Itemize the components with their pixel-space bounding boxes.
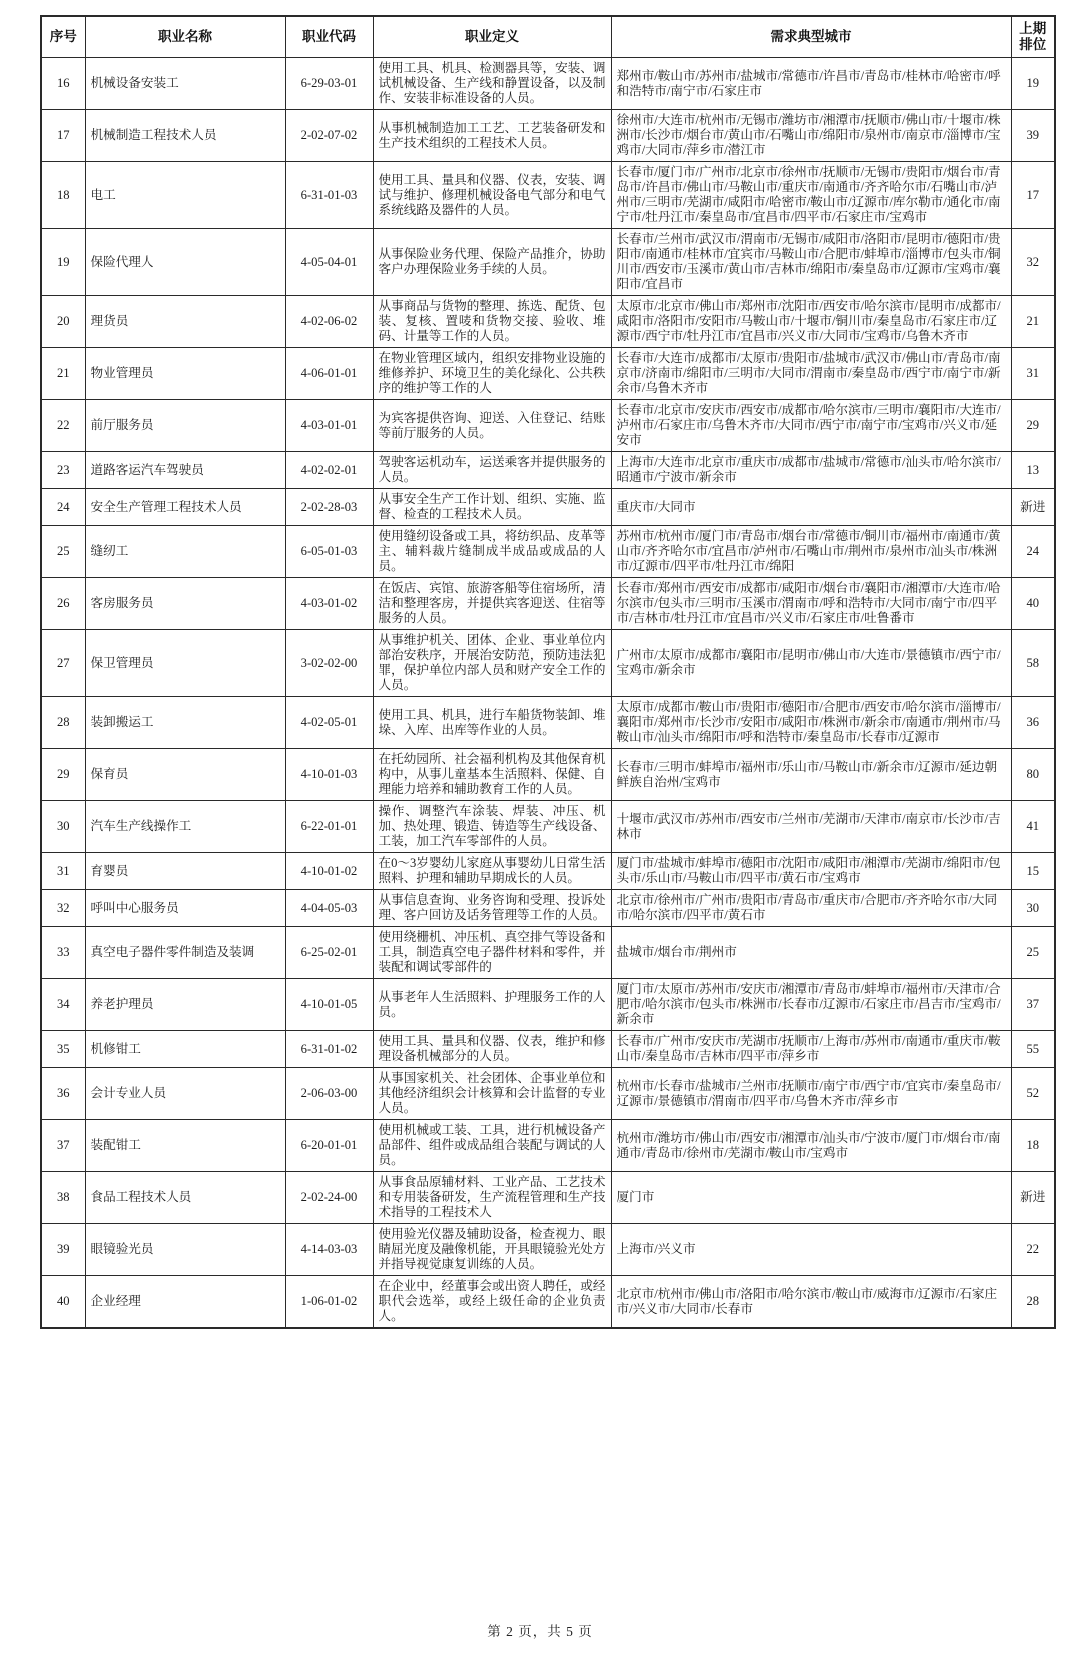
column-header-occupation-name: 职业名称: [85, 16, 285, 58]
previous-rank-cell: 80: [1011, 749, 1055, 801]
occupation-name-cell: 食品工程技术人员: [85, 1172, 285, 1224]
row-number-cell: 23: [41, 452, 85, 489]
row-number-cell: 22: [41, 400, 85, 452]
row-number-cell: 21: [41, 348, 85, 400]
occupation-code-cell: 2-02-28-03: [285, 489, 373, 526]
demand-cities-cell: 北京市/杭州市/佛山市/洛阳市/哈尔滨市/鞍山市/威海市/辽源市/石家庄市/兴义市/大同市/长春市: [611, 1276, 1011, 1329]
demand-cities-cell: 郑州市/鞍山市/苏州市/盐城市/常德市/许昌市/青岛市/桂林市/哈密市/呼和浩特市/南宁市/石家庄市: [611, 58, 1011, 110]
occupation-name-cell: 缝纫工: [85, 526, 285, 578]
demand-cities-cell: 苏州市/杭州市/厦门市/青岛市/烟台市/常德市/铜川市/福州市/南通市/黄山市/齐齐哈尔市/宜昌市/泸州市/石嘴山市/荆州市/泉州市/汕头市/株洲市/辽源市/四平市/牡丹江市/绵阳: [611, 526, 1011, 578]
row-number-cell: 38: [41, 1172, 85, 1224]
previous-rank-cell: 15: [1011, 853, 1055, 890]
occupation-code-cell: 6-25-02-01: [285, 927, 373, 979]
occupation-code-cell: 6-29-03-01: [285, 58, 373, 110]
occupation-definition-cell: 使用工具、机具、检测器具等，安装、调试机械设备、生产线和静置设备，以及制作、安装非标准设备的人员。: [373, 58, 611, 110]
row-number-cell: 27: [41, 630, 85, 697]
occupation-name-cell: 物业管理员: [85, 348, 285, 400]
occupation-name-cell: 前厅服务员: [85, 400, 285, 452]
occupation-name-cell: 客房服务员: [85, 578, 285, 630]
table-row: [41, 853, 1055, 890]
column-header-previous-rank: 上期排位: [1011, 16, 1055, 58]
demand-cities-cell: 北京市/徐州市/广州市/贵阳市/青岛市/重庆市/合肥市/齐齐哈尔市/大同市/哈尔滨市/四平市/黄石市: [611, 890, 1011, 927]
row-number-cell: 33: [41, 927, 85, 979]
demand-cities-cell: 厦门市: [611, 1172, 1011, 1224]
occupation-name-cell: 汽车生产线操作工: [85, 801, 285, 853]
table-row: [41, 927, 1055, 979]
previous-rank-cell: 19: [1011, 58, 1055, 110]
occupation-code-cell: 4-10-01-03: [285, 749, 373, 801]
previous-rank-cell: 17: [1011, 162, 1055, 229]
demand-cities-cell: 上海市/大连市/北京市/重庆市/成都市/盐城市/常德市/汕头市/哈尔滨市/昭通市/宁波市/新余市: [611, 452, 1011, 489]
occupation-code-cell: 4-03-01-02: [285, 578, 373, 630]
row-number-cell: 19: [41, 229, 85, 296]
previous-rank-cell: 40: [1011, 578, 1055, 630]
row-number-cell: 36: [41, 1068, 85, 1120]
column-header-no: 序号: [41, 16, 85, 58]
occupation-name-cell: 装配钳工: [85, 1120, 285, 1172]
previous-rank-cell: 31: [1011, 348, 1055, 400]
demand-cities-cell: 长春市/郑州市/西安市/成都市/咸阳市/烟台市/襄阳市/湘潭市/大连市/哈尔滨市/包头市/三明市/玉溪市/渭南市/呼和浩特市/大同市/南宁市/四平市/吉林市/牡丹江市/宜昌市/兴义市/石家庄市/吐鲁番市: [611, 578, 1011, 630]
row-number-cell: 28: [41, 697, 85, 749]
occupation-code-cell: 2-06-03-00: [285, 1068, 373, 1120]
table-row: [41, 697, 1055, 749]
demand-cities-cell: 十堰市/武汉市/苏州市/西安市/兰州市/芜湖市/天津市/南京市/长沙市/吉林市: [611, 801, 1011, 853]
occupation-name-cell: 理货员: [85, 296, 285, 348]
occupation-code-cell: 4-10-01-02: [285, 853, 373, 890]
row-number-cell: 30: [41, 801, 85, 853]
column-header-demand-cities: 需求典型城市: [611, 16, 1011, 58]
row-number-cell: 29: [41, 749, 85, 801]
occupation-name-cell: 呼叫中心服务员: [85, 890, 285, 927]
occupation-definition-cell: 使用绕栅机、冲压机、真空排气等设备和工具，制造真空电子器件材料和零件，并装配和调试零部件的: [373, 927, 611, 979]
row-number-cell: 39: [41, 1224, 85, 1276]
row-number-cell: 40: [41, 1276, 85, 1329]
previous-rank-cell: 30: [1011, 890, 1055, 927]
column-header-occupation-code: 职业代码: [285, 16, 373, 58]
occupation-code-cell: 4-10-01-05: [285, 979, 373, 1031]
occupation-ranking-table: [40, 15, 1056, 1329]
previous-rank-cell: 29: [1011, 400, 1055, 452]
occupation-definition-cell: 在0～3岁婴幼儿家庭从事婴幼儿日常生活照料、护理和辅助早期成长的人员。: [373, 853, 611, 890]
occupation-code-cell: 4-02-06-02: [285, 296, 373, 348]
row-number-cell: 20: [41, 296, 85, 348]
table-row: [41, 979, 1055, 1031]
table-row: [41, 1276, 1055, 1329]
demand-cities-cell: 徐州市/大连市/杭州市/无锡市/潍坊市/湘潭市/抚顺市/佛山市/十堰市/株洲市/长沙市/烟台市/黄山市/石嘴山市/绵阳市/泉州市/南京市/淄博市/宝鸡市/大同市/萍乡市/潜江市: [611, 110, 1011, 162]
occupation-definition-cell: 从事国家机关、社会团体、企事业单位和其他经济组织会计核算和会计监督的专业人员。: [373, 1068, 611, 1120]
occupation-name-cell: 眼镜验光员: [85, 1224, 285, 1276]
occupation-name-cell: 电工: [85, 162, 285, 229]
demand-cities-cell: 长春市/广州市/安庆市/芜湖市/抚顺市/上海市/苏州市/南通市/重庆市/鞍山市/秦皇岛市/吉林市/四平市/萍乡市: [611, 1031, 1011, 1068]
row-number-cell: 17: [41, 110, 85, 162]
previous-rank-cell: 52: [1011, 1068, 1055, 1120]
occupation-code-cell: 6-31-01-02: [285, 1031, 373, 1068]
occupation-code-cell: 4-02-05-01: [285, 697, 373, 749]
table-row: [41, 296, 1055, 348]
demand-cities-cell: 广州市/太原市/成都市/襄阳市/昆明市/佛山市/大连市/景德镇市/西宁市/宝鸡市/新余市: [611, 630, 1011, 697]
row-number-cell: 16: [41, 58, 85, 110]
occupation-code-cell: 4-03-01-01: [285, 400, 373, 452]
row-number-cell: 37: [41, 1120, 85, 1172]
table-row: [41, 1031, 1055, 1068]
table-row: [41, 1120, 1055, 1172]
table-row: [41, 1068, 1055, 1120]
occupation-definition-cell: 为宾客提供咨询、迎送、入住登记、结账等前厅服务的人员。: [373, 400, 611, 452]
occupation-name-cell: 装卸搬运工: [85, 697, 285, 749]
occupation-name-cell: 道路客运汽车驾驶员: [85, 452, 285, 489]
table-row: [41, 348, 1055, 400]
occupation-code-cell: 1-06-01-02: [285, 1276, 373, 1329]
occupation-definition-cell: 使用工具、量具和仪器、仪表，维护和修理设备机械部分的人员。: [373, 1031, 611, 1068]
row-number-cell: 31: [41, 853, 85, 890]
occupation-definition-cell: 从事食品原辅材料、工业产品、工艺技术和专用装备研发，生产流程管理和生产技术指导的工程技术人: [373, 1172, 611, 1224]
demand-cities-cell: 长春市/兰州市/武汉市/渭南市/无锡市/咸阳市/洛阳市/昆明市/德阳市/贵阳市/南通市/桂林市/宜宾市/马鞍山市/合肥市/蚌埠市/淄博市/包头市/铜川市/西安市/玉溪市/黄山市/吉林市/绵阳市/秦皇岛市/辽源市/宝鸡市/襄阳市/宜昌市: [611, 229, 1011, 296]
table-row: [41, 58, 1055, 110]
occupation-definition-cell: 从事保险业务代理、保险产品推介，协助客户办理保险业务手续的人员。: [373, 229, 611, 296]
table-row: [41, 890, 1055, 927]
table-header-row: [41, 16, 1055, 58]
occupation-definition-cell: 在托幼园所、社会福利机构及其他保育机构中，从事儿童基本生活照料、保健、自理能力培养和辅助教育工作的人员。: [373, 749, 611, 801]
previous-rank-cell: 21: [1011, 296, 1055, 348]
occupation-definition-cell: 在饭店、宾馆、旅游客船等住宿场所，清洁和整理客房，并提供宾客迎送、住宿等服务的人员。: [373, 578, 611, 630]
occupation-name-cell: 机械制造工程技术人员: [85, 110, 285, 162]
occupation-definition-cell: 从事商品与货物的整理、拣选、配货、包装、复核、置唛和货物交接、验收、堆码、计量等工作的人员。: [373, 296, 611, 348]
table-row: [41, 801, 1055, 853]
table-row: [41, 452, 1055, 489]
demand-cities-cell: 厦门市/太原市/苏州市/安庆市/湘潭市/青岛市/蚌埠市/福州市/天津市/合肥市/哈尔滨市/包头市/株洲市/长春市/辽源市/石家庄市/昌吉市/宝鸡市/新余市: [611, 979, 1011, 1031]
occupation-code-cell: 6-20-01-01: [285, 1120, 373, 1172]
demand-cities-cell: 杭州市/长春市/盐城市/兰州市/抚顺市/南宁市/西宁市/宜宾市/秦皇岛市/辽源市/景德镇市/渭南市/四平市/乌鲁木齐市/萍乡市: [611, 1068, 1011, 1120]
occupation-name-cell: 养老护理员: [85, 979, 285, 1031]
table-row: [41, 526, 1055, 578]
occupation-definition-cell: 操作、调整汽车涂装、焊装、冲压、机加、热处理、锻造、铸造等生产线设备、工装，加工汽车零部件的人员。: [373, 801, 611, 853]
table-row: [41, 1224, 1055, 1276]
previous-rank-cell: 22: [1011, 1224, 1055, 1276]
occupation-code-cell: 3-02-02-00: [285, 630, 373, 697]
table-row: [41, 162, 1055, 229]
occupation-code-cell: 2-02-07-02: [285, 110, 373, 162]
occupation-definition-cell: 从事老年人生活照料、护理服务工作的人员。: [373, 979, 611, 1031]
row-number-cell: 18: [41, 162, 85, 229]
occupation-code-cell: 2-02-24-00: [285, 1172, 373, 1224]
previous-rank-cell: 55: [1011, 1031, 1055, 1068]
occupation-code-cell: 6-31-01-03: [285, 162, 373, 229]
column-header-occupation-definition: 职业定义: [373, 16, 611, 58]
demand-cities-cell: 重庆市/大同市: [611, 489, 1011, 526]
occupation-code-cell: 4-04-05-03: [285, 890, 373, 927]
occupation-name-cell: 保育员: [85, 749, 285, 801]
occupation-code-cell: 4-02-02-01: [285, 452, 373, 489]
occupation-definition-cell: 从事安全生产工作计划、组织、实施、监督、检查的工程技术人员。: [373, 489, 611, 526]
row-number-cell: 24: [41, 489, 85, 526]
previous-rank-cell: 24: [1011, 526, 1055, 578]
occupation-name-cell: 机修钳工: [85, 1031, 285, 1068]
previous-rank-cell: 新进: [1011, 489, 1055, 526]
table-row: [41, 400, 1055, 452]
previous-rank-cell: 32: [1011, 229, 1055, 296]
table-row: [41, 630, 1055, 697]
occupation-name-cell: 保险代理人: [85, 229, 285, 296]
row-number-cell: 34: [41, 979, 85, 1031]
demand-cities-cell: 长春市/三明市/蚌埠市/福州市/乐山市/马鞍山市/新余市/辽源市/延边朝鲜族自治州/宝鸡市: [611, 749, 1011, 801]
occupation-definition-cell: 从事机械制造加工工艺、工艺装备研发和生产技术组织的工程技术人员。: [373, 110, 611, 162]
previous-rank-cell: 36: [1011, 697, 1055, 749]
previous-rank-cell: 28: [1011, 1276, 1055, 1329]
table-row: [41, 489, 1055, 526]
previous-rank-cell: 37: [1011, 979, 1055, 1031]
occupation-definition-cell: 在物业管理区域内，组织安排物业设施的维修养护、环境卫生的美化绿化、公共秩序的维护等工作的人: [373, 348, 611, 400]
demand-cities-cell: 盐城市/烟台市/荆州市: [611, 927, 1011, 979]
occupation-definition-cell: 从事信息查询、业务咨询和受理、投诉处理、客户回访及话务管理等工作的人员。: [373, 890, 611, 927]
occupation-name-cell: 安全生产管理工程技术人员: [85, 489, 285, 526]
occupation-definition-cell: 使用机械或工装、工具，进行机械设备产品部件、组件或成品组合装配与调试的人员。: [373, 1120, 611, 1172]
demand-cities-cell: 太原市/北京市/佛山市/郑州市/沈阳市/西安市/哈尔滨市/昆明市/成都市/咸阳市/洛阳市/安阳市/马鞍山市/十堰市/铜川市/秦皇岛市/石家庄市/辽源市/西宁市/牡丹江市/宜昌市/兴义市/大同市/宝鸡市/乌鲁木齐市: [611, 296, 1011, 348]
occupation-definition-cell: 使用缝纫设备或工具，将纺织品、皮革等主、辅料裁片缝制成半成品或成品的人员。: [373, 526, 611, 578]
previous-rank-cell: 25: [1011, 927, 1055, 979]
table-row: [41, 749, 1055, 801]
demand-cities-cell: 长春市/北京市/安庆市/西安市/成都市/哈尔滨市/三明市/襄阳市/大连市/泸州市/石家庄市/乌鲁木齐市/大同市/西宁市/南宁市/宝鸡市/兴义市/延安市: [611, 400, 1011, 452]
occupation-code-cell: 4-05-04-01: [285, 229, 373, 296]
occupation-definition-cell: 在企业中，经董事会或出资人聘任，或经职代会选举，或经上级任命的企业负责人。: [373, 1276, 611, 1329]
table-row: [41, 110, 1055, 162]
demand-cities-cell: 太原市/成都市/鞍山市/贵阳市/德阳市/合肥市/西安市/哈尔滨市/淄博市/襄阳市/郑州市/长沙市/安阳市/咸阳市/株洲市/新余市/南通市/荆州市/马鞍山市/汕头市/绵阳市/呼和浩特市/秦皇岛市/长春市/辽源市: [611, 697, 1011, 749]
previous-rank-cell: 新进: [1011, 1172, 1055, 1224]
occupation-definition-cell: 驾驶客运机动车，运送乘客并提供服务的人员。: [373, 452, 611, 489]
row-number-cell: 26: [41, 578, 85, 630]
occupation-code-cell: 4-14-03-03: [285, 1224, 373, 1276]
previous-rank-cell: 58: [1011, 630, 1055, 697]
table-row: [41, 1172, 1055, 1224]
occupation-name-cell: 会计专业人员: [85, 1068, 285, 1120]
table-row: [41, 229, 1055, 296]
demand-cities-cell: 长春市/厦门市/广州市/北京市/徐州市/抚顺市/无锡市/贵阳市/烟台市/青岛市/许昌市/佛山市/马鞍山市/重庆市/南通市/齐齐哈尔市/石嘴山市/泸州市/三明市/芜湖市/咸阳市/哈密市/鞍山市/辽源市/库尔勒市/通化市/南宁市/牡丹江市/秦皇岛市/宜昌市/四平市/石家庄市/宝鸡市: [611, 162, 1011, 229]
demand-cities-cell: 杭州市/潍坊市/佛山市/西安市/湘潭市/汕头市/宁波市/厦门市/烟台市/南通市/青岛市/徐州市/芜湖市/鞍山市/宝鸡市: [611, 1120, 1011, 1172]
row-number-cell: 35: [41, 1031, 85, 1068]
page-footer: 第 2 页，共 5 页: [487, 1624, 593, 1639]
occupation-name-cell: 企业经理: [85, 1276, 285, 1329]
previous-rank-cell: 13: [1011, 452, 1055, 489]
occupation-definition-cell: 使用工具、量具和仪器、仪表，安装、调试与维护、修理机械设备电气部分和电气系统线路及器件的人员。: [373, 162, 611, 229]
occupation-name-cell: 保卫管理员: [85, 630, 285, 697]
demand-cities-cell: 厦门市/盐城市/蚌埠市/德阳市/沈阳市/咸阳市/湘潭市/芜湖市/绵阳市/包头市/乐山市/马鞍山市/四平市/黄石市/宝鸡市: [611, 853, 1011, 890]
previous-rank-cell: 18: [1011, 1120, 1055, 1172]
row-number-cell: 25: [41, 526, 85, 578]
table-row: [41, 578, 1055, 630]
occupation-name-cell: 机械设备安装工: [85, 58, 285, 110]
occupation-definition-cell: 使用验光仪器及辅助设备，检查视力、眼睛屈光度及融像机能，开具眼镜验光处方并指导视觉康复训练的人员。: [373, 1224, 611, 1276]
occupation-name-cell: 育婴员: [85, 853, 285, 890]
occupation-definition-cell: 使用工具、机具，进行车船货物装卸、堆垛、入库、出库等作业的人员。: [373, 697, 611, 749]
occupation-code-cell: 6-22-01-01: [285, 801, 373, 853]
occupation-definition-cell: 从事维护机关、团体、企业、事业单位内部治安秩序，开展治安防范，预防违法犯罪，保护单位内部人员和财产安全工作的人员。: [373, 630, 611, 697]
previous-rank-cell: 39: [1011, 110, 1055, 162]
row-number-cell: 32: [41, 890, 85, 927]
previous-rank-cell: 41: [1011, 801, 1055, 853]
occupation-code-cell: 4-06-01-01: [285, 348, 373, 400]
occupation-code-cell: 6-05-01-03: [285, 526, 373, 578]
demand-cities-cell: 长春市/大连市/成都市/太原市/贵阳市/盐城市/武汉市/佛山市/青岛市/南京市/济南市/绵阳市/三明市/大同市/渭南市/秦皇岛市/西宁市/南宁市/新余市/乌鲁木齐市: [611, 348, 1011, 400]
occupation-name-cell: 真空电子器件零件制造及装调: [85, 927, 285, 979]
demand-cities-cell: 上海市/兴义市: [611, 1224, 1011, 1276]
